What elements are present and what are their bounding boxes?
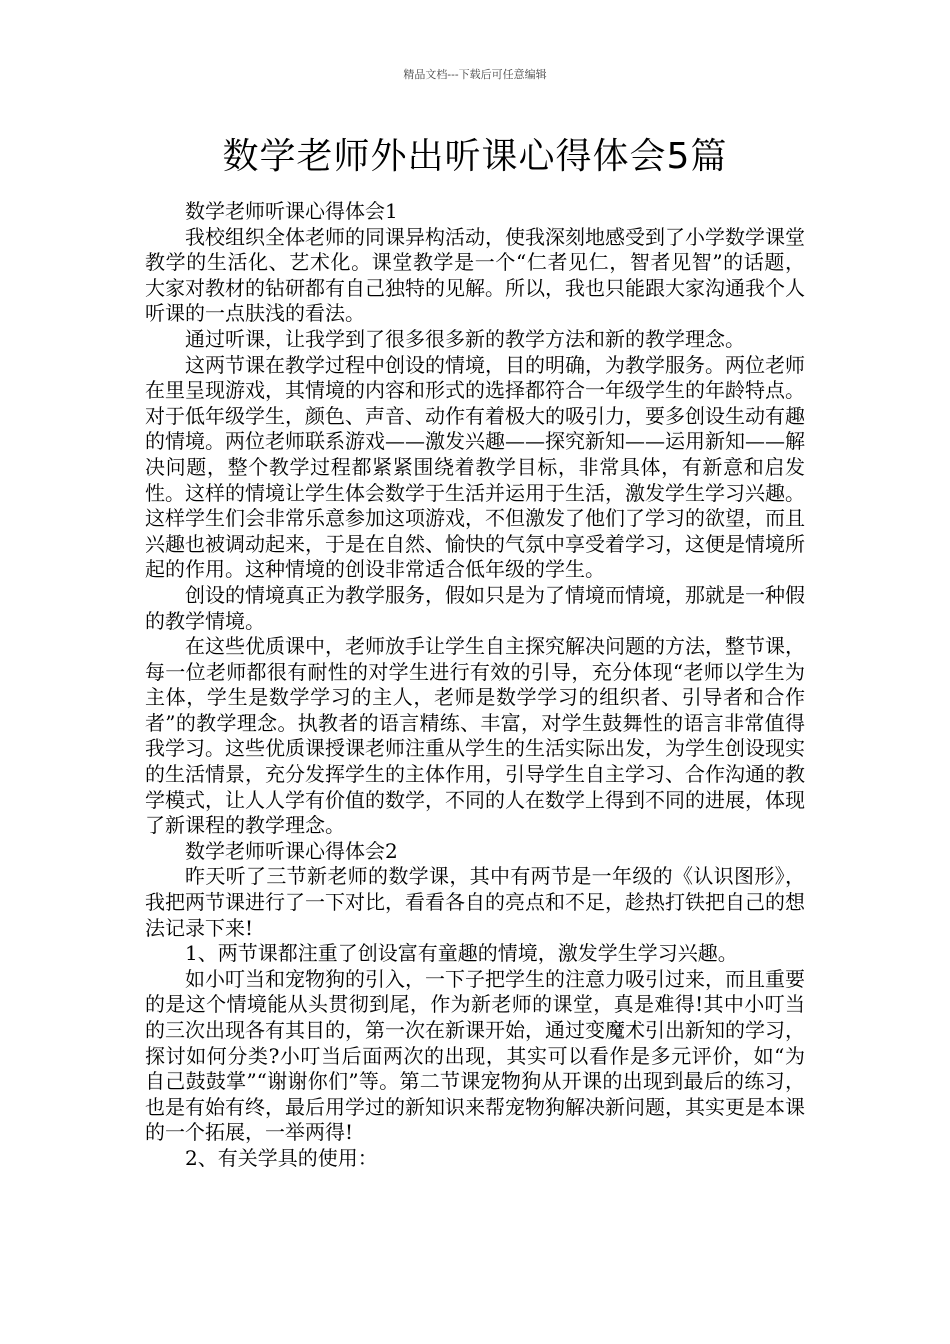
paragraph: 1、两节课都注重了创设富有童趣的情境，激发学生学习兴趣。 — [185, 941, 738, 966]
section-heading: 数学老师听课心得体会2 — [185, 838, 398, 863]
paragraph: 2、有关学具的使用： — [185, 1145, 378, 1170]
document-title: 数学老师外出听课心得体会5篇 — [222, 136, 728, 177]
paragraph: 通过听课，让我学到了很多很多新的教学方法和新的教学理念。 — [185, 326, 745, 351]
paragraph: 如小叮当和宠物狗的引入，一下子把学生的注意力吸引过来，而且重要的是这个情境能从头贯彻到尾，作为新老师的课堂，真是难得!其中小叮当的三次出现各有其目的，第一次在新课开始，通过变魔术引出新知的学习，探讨如何分类?小叮当后面两次的出现，其实可以看作是多元评价，如“为自己鼓鼓掌”“谢谢你们”等。第二节课宠物狗从开课的出现到最后的练习，也是有始有终，最后用学过的新知识来帮宠物狗解决新问题，其实更是本课的一个拓展，一举两得! — [145, 966, 805, 1145]
paragraph: 在这些优质课中，老师放手让学生自主探究解决问题的方法，整节课，每一位老师都很有耐性的对学生进行有效的引导，充分体现“老师以学生为主体，学生是数学学习的主人，老师是数学学习的组织者、引导者和合作者”的教学理念。执教者的语言精练、丰富，对学生鼓舞性的语言非常值得我学习。这些优质课授课老师注重从学生的生活实际出发，为学生创设现实的生活情景，充分发挥学生的主体作用，引导学生自主学习、合作沟通的教学模式，让人人学有价值的数学，不同的人在数学上得到不同的进展，体现了新课程的教学理念。 — [145, 634, 805, 838]
paragraph: 创设的情境真正为教学服务，假如只是为了情境而情境，那就是一种假的教学情境。 — [145, 582, 805, 633]
section-heading: 数学老师听课心得体会1 — [185, 199, 398, 223]
paragraph: 昨天听了三节新老师的数学课，其中有两节是一年级的《认识图形》，我把两节课进行了一下对比，看看各自的亮点和不足，趁热打铁把自己的想法记录下来! — [145, 864, 805, 940]
paragraph: 这两节课在教学过程中创设的情境，目的明确，为教学服务。两位老师在里呈现游戏，其情境的内容和形式的选择都符合一年级学生的年龄特点。对于低年级学生，颜色、声音、动作有着极大的吸引力，要多创设生动有趣的情境。两位老师联系游戏——激发兴趣——探究新知——运用新知——解决问题，整个教学过程都紧紧围绕着教学目标，非常具体，有新意和启发性。这样的情境让学生体会数学于生活并运用于生活，激发学生学习兴趣。这样学生们会非常乐意参加这项游戏，不但激发了他们了学习的欲望，而且兴趣也被调动起来，于是在自然、愉快的气氛中享受着学习，这便是情境所起的作用。这种情境的创设非常适合低年级的学生。 — [145, 352, 805, 582]
paragraph: 我校组织全体老师的同课异构活动，使我深刻地感受到了小学数学课堂教学的生活化、艺术化。课堂教学是一个“仁者见仁，智者见智”的话题，大家对教材的钻研都有自己独特的见解。所以，我也只能跟大家沟通我个人听课的一点肤浅的看法。 — [145, 224, 805, 326]
page-header: 精品文档---下载后可任意编辑 — [403, 68, 547, 81]
document-body — [145, 199, 805, 1172]
